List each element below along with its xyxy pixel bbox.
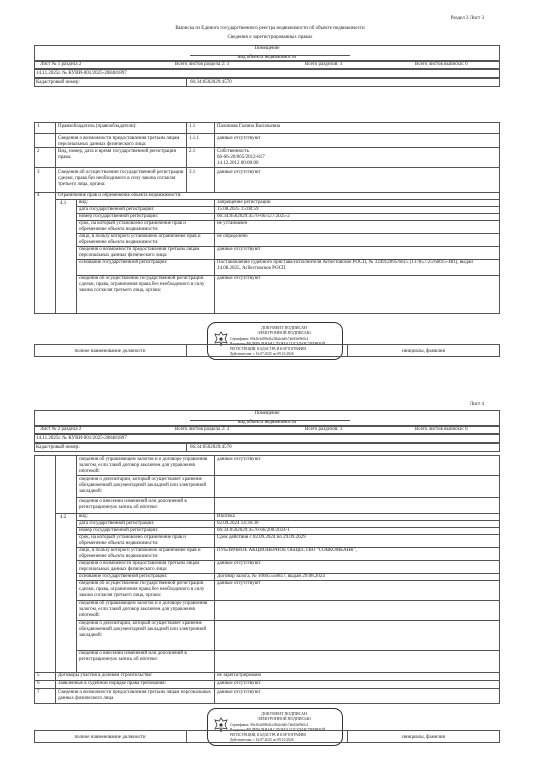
sheet-label: Лист № 1 раздела 2 [40,62,82,67]
field-value: 66:34:0502029:4570-66/127/2025-2 [217,214,290,219]
field-value: данные отсутствуют [217,581,261,586]
row-number: 3 [37,170,40,175]
field-label: лицо, в пользу которого установлено ограничение прав и обременение объекта недвижимости: [79,234,201,245]
row-label: Сведения о возможности предоставления третьим лицам персональных данных физического лица [58,690,212,701]
row-subnumber: 1.1.1 [189,136,199,141]
stamp-title: ДОКУМЕНТ ПОДПИСАН [261,711,307,716]
object-type: Помещение [254,46,280,51]
sections-total: Всего разделов: 3 [305,427,343,432]
sheet-label: Лист № 2 раздела 2 [40,427,82,432]
position-caption: полное наименование должности [74,349,146,354]
object-type-caption: вид объекта недвижимости [237,420,297,425]
field-value: 66:34:0502029:4570-66/200/2024-1 [217,528,290,533]
right-reg-number: 66-66-20/665/2012-817 [217,155,265,160]
document-number: 14.11.2025г. № КУВИ-001/2025-208481897 [36,71,127,76]
object-type-caption: вид объекта недвижимости [237,55,297,60]
field-label: дата государственной регистрации: [79,521,155,526]
page-1-sheet-marker: Раздел 2 Лист 3 [450,16,484,21]
document-title: Выписка из Единого государственного реестра недвижимости об объекте недвижимости [175,26,365,31]
field-label: основание государственной регистрации: [79,260,168,265]
restriction-subnumber: 4.1 [60,201,67,206]
field-label: сведения о возможности предоставления третьим лицам персональных данных физического лица: [79,561,200,572]
field-label: сведения о внесении изменений или дополнений в регистрационную запись об ипотеке: [79,499,187,510]
field-label: сведения о депозитарии, который осуществляет хранение обездвиженной документарной закладной или электронной закладной: [79,621,207,638]
field-label: сведения об управляющем залогом и о договоре управления залогом, если такой договор заключен для управления ипотекой: [79,457,208,474]
sheets-in-section: Всего листов раздела 2: 3 [175,62,230,67]
row-number: 5 [37,673,40,678]
row-number: 6 [37,681,40,686]
row-number: 1 [37,124,40,129]
encumbrance-subnumber: 4.2 [60,515,67,520]
stamp-title: ДОКУМЕНТ ПОДПИСАН [261,325,307,330]
stamp-validity: Действителен: с 16.07.2025 по 09.10.2026 [230,738,294,742]
position-caption: полное наименование должности [74,735,146,740]
row-label: Заявленные в судебном порядке права требования: [58,681,166,686]
field-label: лицо, в пользу которого установлено ограничение прав и обременение объекта недвижимости: [79,548,201,559]
row-number: 2 [37,149,40,154]
row-value: данные отсутствуют [217,690,261,695]
field-value: не определено [217,234,248,239]
row-number: 4 [37,193,40,198]
field-label: сведения об осуществлении государственной регистрации сделки, права, ограничения права без необходимого в силу закона согласия третьего лица, органа: [79,276,205,293]
row-value: данные отсутствуют [217,681,261,686]
field-value: Постановление судебного пристава-исполнителя Асбестовское РОСП, № 334912895/6615 (137857/25/66015-ИП), выдан 14.08.2025, Асбестовское РОСП [217,260,473,271]
field-value: данные отсутствуют [217,561,261,566]
stamp-subtitle: ЭЛЕКТРОННОЙ ПОДПИСЬЮ [257,330,311,335]
cadastral-row [34,443,500,452]
page-2-sheet-marker: Лист 4 [469,402,484,407]
row-subnumber: 3.1 [189,170,196,175]
cadastral-row [34,78,500,87]
sheets-in-section: Всего листов раздела 2: 3 [175,427,230,432]
document-subtitle: Сведения о зарегистрированных правах [227,35,313,40]
cadastral-number: 66:34:0502029:4570 [190,445,232,450]
field-label: сведения о депозитарии, который осуществляет хранение обездвиженной документарной закладной или электронной закладной: [79,477,207,494]
restriction-type: Запрещение регистрации [217,200,271,205]
field-label: сведения об управляющем залогом и о договоре управления залогом, если такой договор заключен для управления ипотекой: [79,601,208,618]
restriction-header: Ограничение прав и обременение объекта недвижимости: [58,193,182,198]
document-number: 14.11.2025г. № КУВИ-001/2025-208481897 [36,436,127,441]
stamp-owner-cont: РЕГИСТРАЦИИ, КАДАСТРА И КАРТОГРАФИИ [230,733,306,737]
stamp-certificate: Сертификат: 00a1b4c08bd1a3fb2e4a0c7a6d3ef9b0c2 [230,337,309,341]
stamp-owner: Владелец: ФЕДЕРАЛЬНАЯ СЛУЖБА ГОСУДАРСТВЕННОЙ [230,342,326,346]
field-value: Срок действия с 02.09.2024 по 29.09.2029 [217,535,306,540]
field-label: вид: [79,200,88,205]
field-label: сведения об осуществлении государственной регистрации сделки, права, ограничения права без необходимого в силу закона согласия третьего лица, органа: [79,581,205,598]
field-label: номер государственной регистрации: [79,528,159,533]
stamp-owner-cont: РЕГИСТРАЦИИ, КАДАСТРА И КАРТОГРАФИИ [230,347,306,351]
right-reg-date: 14.12.2012 00:00:00 [217,161,259,166]
field-value: данные отсутствуют [217,457,261,462]
cadastral-label: Кадастровый номер: [36,80,80,85]
stamp-subtitle: ЭЛЕКТРОННОЙ ПОДПИСЬЮ [257,716,311,721]
stamp-validity: Действителен: с 16.07.2025 по 09.10.2026 [230,352,294,356]
row-label: Правообладатель (правообладатели): [58,124,137,129]
sheets-total: Всего листов выписки: 6 [415,62,468,67]
field-label: срок, на который установлено ограничение прав и обременение объекта недвижимости: [79,221,186,232]
field-value: Договор залога, № 10065550857, выдан 29.08.2024 [217,574,325,579]
field-value: 02.09.2024 14:36:30 [217,521,259,526]
sections-total: Всего разделов: 3 [305,62,343,67]
field-label: дата государственной регистрации: [79,207,155,212]
row-value: данные отсутствуют [217,136,261,141]
row-value: не зарегистрировано [217,673,262,678]
row-label: Сведения об осуществлении государственной регистрации сделки, права без необходимого в силу закона согласия третьего лица, органа: [58,170,184,187]
sheets-total: Всего листов выписки: 6 [415,427,468,432]
field-label: вид: [79,514,88,519]
owner-name: Пахомова Галина Васильевна [217,124,281,129]
mortgagee-name: ПУБЛИЧНОЕ АКЦИОНЕРНОЕ ОБЩЕСТВО "СОВКОМБАНК", [217,548,357,553]
row-subnumber: 1.1 [189,124,196,129]
name-caption: инициалы, фамилия [402,735,445,740]
right-type: Собственность [217,149,249,154]
field-label: сведения о возможности предоставления третьим лицам персональных данных физического лица: [79,247,200,258]
encumbrance-type: Ипотека [217,514,235,519]
row-label: Сведения о возможности предоставления третьим лицам персональных данных физического лица: [58,136,180,147]
field-value: не установлен [217,221,248,226]
field-label: срок, на который установлено ограничение прав и обременение объекта недвижимости: [79,535,186,546]
field-value: данные отсутствуют [217,276,261,281]
field-value: данные отсутствуют [217,247,261,252]
cadastral-number: 66:34:0502029:4570 [190,80,232,85]
field-value: 15.08.2025 15:00:59 [217,207,259,212]
stamp-owner: Владелец: ФЕДЕРАЛЬНАЯ СЛУЖБА ГОСУДАРСТВЕННОЙ [230,728,326,732]
row-label: Договоры участия в долевом строительстве: [58,673,153,678]
field-label: основание государственной регистрации: [79,574,168,579]
object-type: Помещение [254,411,280,416]
row-number: 7 [37,690,40,695]
row-value: данные отсутствуют [217,170,261,175]
row-label: Вид, номер, дата и время государственной регистрации права: [58,149,177,160]
name-caption: инициалы, фамилия [402,349,445,354]
row-subnumber: 2.1 [189,149,196,154]
cadastral-label: Кадастровый номер: [36,445,80,450]
field-label: сведения о внесении изменений или дополнений в регистрационную запись об ипотеке: [79,651,187,662]
stamp-certificate: Сертификат: 00a1b4c08bd1a3fb2e4a0c7a6d3ef9b0c2 [230,723,309,727]
field-label: номер государственной регистрации: [79,214,159,219]
